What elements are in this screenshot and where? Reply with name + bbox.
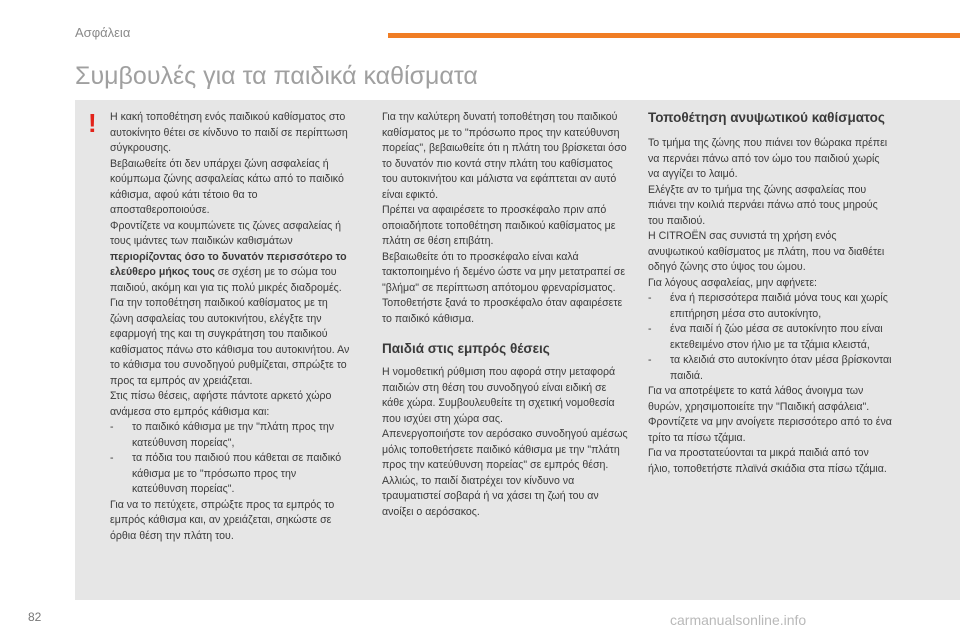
paragraph: Φροντίζετε να μην ανοίγετε περισσότερο από το ένα τρίτο τα πίσω τζάμια. [648, 416, 892, 444]
section-label: Ασφάλεια [75, 25, 131, 40]
paragraph: Ελέγξτε αν το τμήμα της ζώνης ασφαλείας που πιάνει την κοιλιά περνάει πάνω από τους μηρούς του παιδιού. [648, 183, 878, 227]
paragraph: Για την τοποθέτηση παιδικού καθίσματος με τη ζώνη ασφαλείας του αυτοκινήτου, ελέγξτε την εφαρμογή της και τη συγκράτηση του παιδικού καθίσματος πάνω στο κάθισμα του αυτοκινήτου. Αν το κάθισμα του συνοδηγού ρυθμίζεται, σπρώξτε το προς τα εμπρός αν χρειάζεται. [110, 297, 350, 387]
list-item [648, 291, 893, 322]
paragraph: Τοποθετήστε ξανά το προσκέφαλο όταν αφαιρέσετε το παιδικό κάθισμα. [382, 297, 623, 325]
list-item-text: το παιδικό κάθισμα με την "πλάτη προς την κατεύθυνση πορείας", [132, 421, 335, 449]
paragraph: Για να αποτρέψετε το κατά λάθος άνοιγμα των θυρών, χρησιμοποιείτε την "Παιδική ασφάλεια". [648, 385, 870, 413]
paragraph: Η νομοθετική ρύθμιση που αφορά στην μεταφορά παιδιών στη θέση του συνοδηγού είναι ειδική σε κάθε χώρα. Συμβουλευθείτε τη σχετική νομοθεσία που ισχύει στη χώρα σας. [382, 366, 616, 425]
page-number: 82 [28, 610, 42, 624]
header-accent-bar [388, 33, 960, 38]
list-dash: - [110, 452, 114, 464]
list-item [648, 322, 893, 353]
list-item-text: ένα ή περισσότερα παιδιά μόνα τους και χωρίς επιτήρηση μέσα στο αυτοκίνητο, [670, 292, 888, 320]
column-middle [382, 110, 630, 520]
paragraph: Για να προστατεύονται τα μικρά παιδιά από τον ήλιο, τοποθετήστε πλαϊνά σκιάδια στα πίσω τζάμια. [648, 447, 887, 475]
text: Φροντίζετε να κουμπώνετε τις ζώνες ασφαλείας ή τους ιμάντες των παιδικών καθισμάτων [110, 219, 342, 247]
watermark: carmanualsonline.info [670, 612, 807, 628]
paragraph: Απενεργοποιήστε τον αερόσακο συνοδηγού αμέσως μόλις τοποθετήσετε παιδικό κάθισμα με την "πλάτη προς την κατεύθυνση πορείας" σε εμπρός θέση. Αλλιώς, το παιδί διατρέχει τον κίνδυνο να τραυματιστεί σοβαρά ή να χάσει τη ζωή του αν ανοίξει ο αερόσακος. [382, 428, 628, 518]
list-item-text: τα πόδια του παιδιού που κάθεται σε παιδικό κάθισμα με το "πρόσωπο προς την κατεύθυνση πορείας". [132, 452, 342, 495]
paragraph: Το τμήμα της ζώνης που πιάνει τον θώρακα πρέπει να περνάει πάνω από τον ώμο του παιδιού χωρίς να αγγίζει το λαιμό. [648, 137, 888, 180]
list-item [648, 353, 893, 384]
emphasis-text: περιορίζοντας όσο το δυνατόν περισσότερο το ελεύθερο μήκος τους [110, 250, 347, 278]
paragraph: Για την καλύτερη δυνατή τοποθέτηση του παιδικού καθίσματος με το "πρόσωπο προς την κατεύθυνση πορείας", βεβαιωθείτε ότι η πλάτη του βρίσκεται όσο το δυνατόν πιο κοντά στην πλάτη του καθίσματος του αυτοκινήτου και μάλιστα να εφάπτεται αν αυτό είναι εφικτό. [382, 111, 627, 201]
paragraph: Πρέπει να αφαιρέσετε το προσκέφαλο πριν από οποιαδήποτε τοποθέτηση παιδικού καθίσματος με πλάτη σε θέση επιβάτη. [382, 204, 616, 247]
paragraph: Βεβαιωθείτε ότι το προσκέφαλο είναι καλά τακτοποιημένο ή δεμένο ώστε να μην μετατραπεί σε "βλήμα" σε περίπτωση απότομου φρεναρίσματος. [382, 250, 626, 294]
paragraph: Η κακή τοποθέτηση ενός παιδικού καθίσματος στο αυτοκίνητο θέτει σε κίνδυνο το παιδί σε περίπτωση σύγκρουσης. [110, 111, 348, 154]
paragraph: Βεβαιωθείτε ότι δεν υπάρχει ζώνη ασφαλείας ή κούμπωμα ζώνης ασφαλείας κάτω από το παιδικό κάθισμα, αφού κάτι τέτοιο θα το αποσταθεροποιούσε. [110, 157, 344, 216]
text: σε σχέση με το σώμα του παιδιού, ακόμη και για τις πολύ μικρές διαδρομές. [110, 266, 342, 294]
list-dash: - [648, 354, 652, 366]
list-item-text: τα κλειδιά στο αυτοκίνητο όταν μέσα βρίσκονται παιδιά. [670, 354, 892, 382]
warning-icon: ! [88, 108, 97, 138]
section-heading: Τοποθέτηση ανυψωτικού καθίσματος [648, 110, 885, 125]
paragraph: Στις πίσω θέσεις, αφήστε πάντοτε αρκετό χώρο ανάμεσα στο εμπρός κάθισμα και: [110, 390, 332, 418]
column-left [110, 110, 352, 544]
list-item-text: ένα παιδί ή ζώο μέσα σε αυτοκίνητο που είναι εκτεθειμένο στον ήλιο με τα τζάμια κλειστά, [670, 323, 883, 351]
page-title: Συμβουλές για τα παιδικά καθίσματα [75, 62, 478, 90]
list-dash: - [648, 323, 652, 335]
column-right [648, 110, 893, 477]
section-heading: Παιδιά στις εμπρός θέσεις [382, 341, 550, 356]
paragraph: Για λόγους ασφαλείας, μην αφήνετε: [648, 276, 817, 289]
list-dash: - [110, 421, 114, 433]
list-item [110, 451, 352, 498]
list-dash: - [648, 292, 652, 304]
list-item [110, 420, 352, 451]
paragraph [110, 219, 352, 297]
paragraph: Για να το πετύχετε, σπρώξτε προς τα εμπρός το εμπρός κάθισμα και, αν χρειάζεται, σηκώστε σε όρθια θέση την πλάτη του. [110, 498, 335, 542]
paragraph: Η CITROËN σας συνιστά τη χρήση ενός ανυψωτικού καθίσματος με πλάτη, που να διαθέτει οδηγό ζώνης στο ύψος του ώμου. [648, 230, 885, 273]
